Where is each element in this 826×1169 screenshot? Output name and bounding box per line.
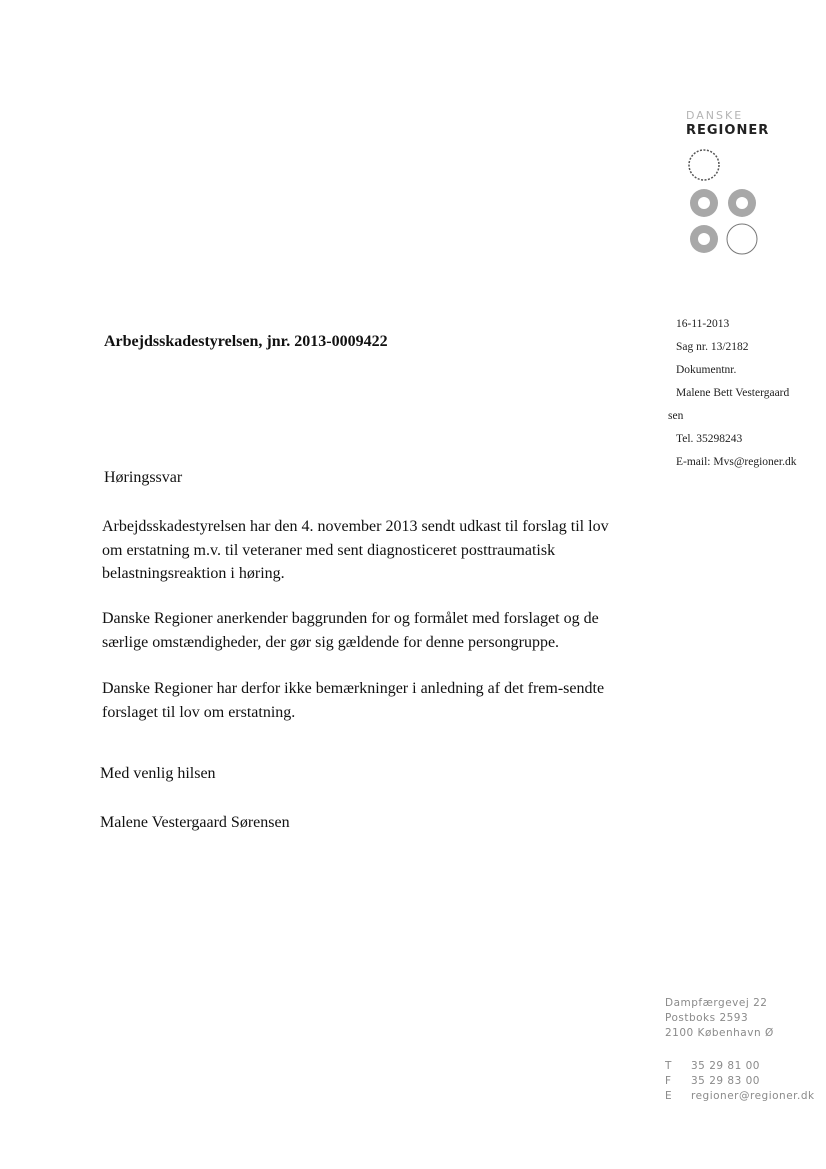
contact-name-continued: sen: [668, 410, 684, 422]
letter-metadata: [668, 316, 826, 477]
closing-salutation: Med venlig hilsen: [100, 765, 216, 782]
letter-date: 16-11-2013: [676, 318, 730, 330]
logo-danske-text: DANSKE: [686, 109, 744, 122]
footer-fax: [665, 1074, 826, 1089]
phone-value: 35 29 81 00: [691, 1060, 760, 1072]
footer-email: [665, 1089, 826, 1104]
footer-phone: [665, 1059, 826, 1074]
email-label: E: [665, 1090, 673, 1102]
document-number: Dokumentnr.: [676, 364, 737, 376]
body-paragraph: Danske Regioner anerkender baggrunden for og formålet med forslaget og de særlige omstændigheder, der gør sig gældende for denne persongruppe.: [102, 610, 599, 651]
fax-value: 35 29 83 00: [691, 1075, 760, 1087]
contact-email: E-mail: Mvs@regioner.dk: [676, 456, 797, 468]
footer-street: Dampfærgevej 22: [665, 997, 768, 1009]
contact-phone: Tel. 35298243: [676, 433, 743, 445]
logo-circles-icon: [686, 145, 766, 255]
footer-address: [665, 996, 826, 1104]
body-paragraph: Danske Regioner har derfor ikke bemærkninger i anledning af det frem-sendte forslaget til lov om erstatning.: [102, 680, 605, 721]
contact-name: Malene Bett Vestergaard: [676, 387, 790, 399]
letter-heading: Høringssvar: [104, 469, 183, 486]
email-value: regioner@regioner.dk: [691, 1090, 815, 1102]
logo-regioner-text: REGIONER: [686, 123, 770, 138]
phone-label: T: [665, 1060, 672, 1072]
footer-city: 2100 København Ø: [665, 1027, 774, 1039]
body-paragraph: Arbejdsskadestyrelsen har den 4. november 2013 sendt udkast til forslag til lov om erstatning m.v. til veteraner med sent diagnosticeret posttraumatisk belastningsreaktion i høring.: [102, 518, 609, 582]
signer-name: Malene Vestergaard Sørensen: [100, 814, 290, 831]
footer-pobox: Postboks 2593: [665, 1012, 749, 1024]
danske-regioner-logo: [686, 110, 796, 255]
fax-label: F: [665, 1075, 672, 1087]
case-number: Sag nr. 13/2182: [676, 341, 749, 353]
letter-subject: Arbejdsskadestyrelsen, jnr. 2013-0009422: [104, 333, 388, 350]
